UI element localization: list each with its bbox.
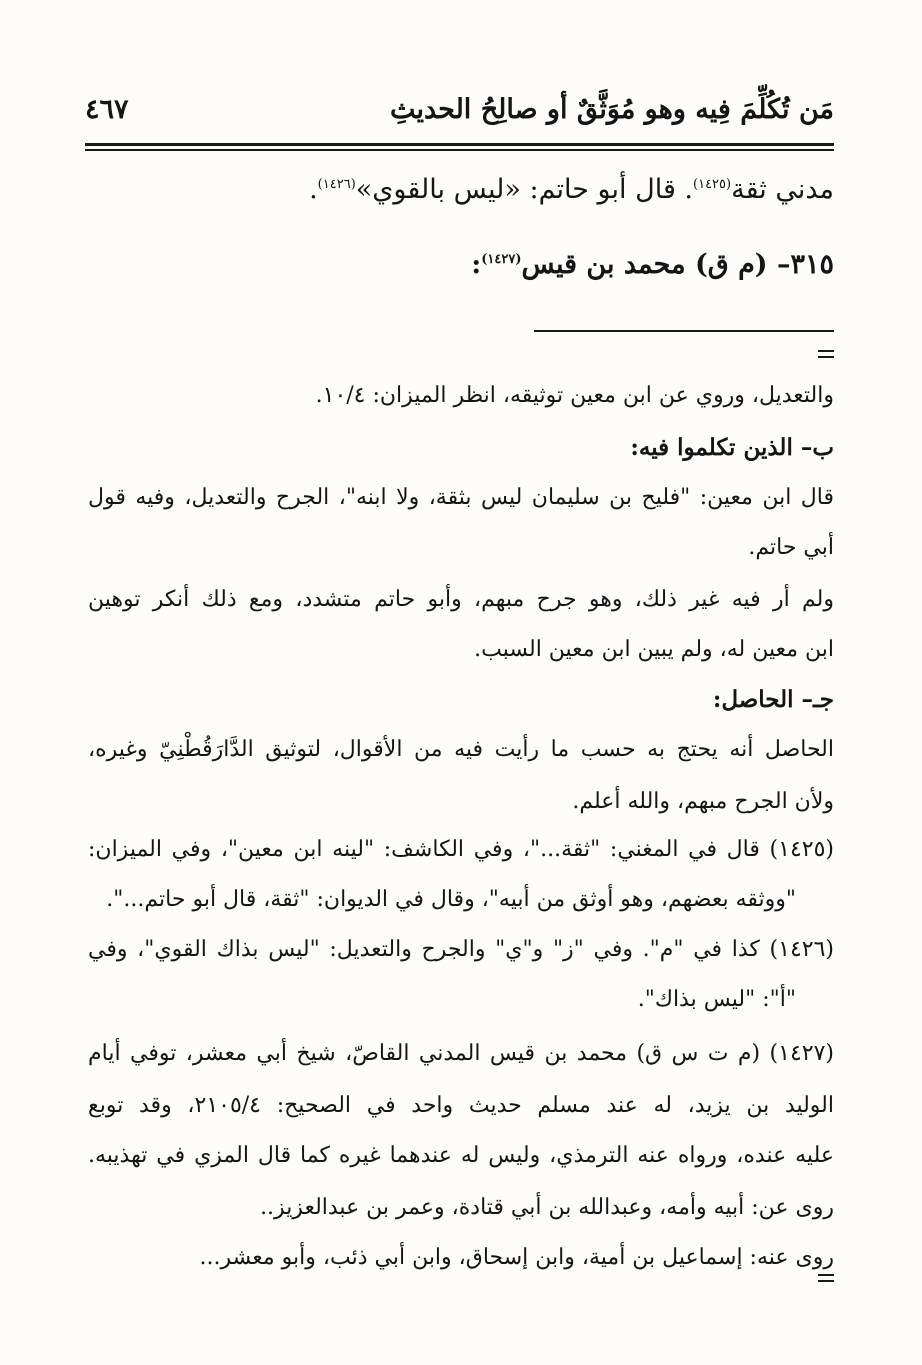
body-text-quote: . قال أبو حاتم: «ليس بالقوي» — [355, 174, 694, 205]
section-c-line2: ولأن الجرح مبهم، والله أعلم. — [572, 789, 834, 814]
section-b-para1-line1: قال ابن معين: "فليح بن سليمان ليس بثقة، ولا ابنه"، الجرح والتعديل، وفيه قول — [88, 485, 834, 510]
footnote-1425-line1: (١٤٢٥) قال في المغني: "ثقة..."، وفي الكاشف: "لينه ابن معين"، وفي الميزان: — [88, 837, 834, 862]
header-rule-thick — [85, 143, 834, 146]
page-number: ٤٦٧ — [85, 94, 129, 125]
header-rule-thin — [85, 149, 834, 151]
footnote-ref-1427[interactable]: (١٤٢٧) — [481, 252, 522, 267]
body-line-1 — [88, 170, 834, 210]
entry-colon: : — [471, 249, 482, 280]
footnote-1426-line1: (١٤٢٦) كذا في "م". وفي "ز" و"ي" والجرح والتعديل: "ليس بذاك القوي"، وفي — [88, 937, 834, 962]
prev-footnote-continuation: والتعديل، وروي عن ابن معين توثيقه، انظر الميزان: ١٠/٤. — [315, 383, 834, 408]
section-b-para2-line1: ولم أر فيه غير ذلك، وهو جرح مبهم، وأبو حاتم متشدد، ومع ذلك أنكر توهين — [88, 587, 834, 612]
footnote-1427-line2: الوليد بن يزيد، له عند مسلم حديث واحد في الصحيح: ٢١٠٥/٤، وقد توبع — [88, 1093, 834, 1118]
section-c-heading: جـ– الحاصل: — [712, 686, 834, 713]
body-text-end: . — [309, 174, 318, 205]
section-b-heading: ب– الذين تكلموا فيه: — [630, 434, 834, 461]
entry-number: ٣١٥– — [776, 249, 834, 280]
footnote-1427-line1: (١٤٢٧) (م ت س ق) محمد بن قيس المدني القاصّ، شيخ أبي معشر، توفي أيام — [88, 1041, 834, 1066]
body-text: مدني ثقة — [731, 174, 834, 205]
footnote-1427-line4: روى عن: أبيه وأمه، وعبدالله بن أبي قتادة، وعمر بن عبدالعزيز.. — [260, 1195, 834, 1220]
footnote-1427-line3: عليه عنده، ورواه عنه الترمذي، وليس له عندهما غيره كما قال المزي في تهذيبه. — [88, 1143, 834, 1168]
footnote-1427-line5: روى عنه: إسماعيل بن أمية، وابن إسحاق، وابن أبي ذئب، وأبو معشر... — [199, 1245, 834, 1270]
entry-name: محمد بن قيس — [521, 249, 686, 280]
footnote-ref-1426[interactable]: (١٤٢٦) — [317, 177, 356, 192]
continuation-mark-bottom — [818, 1274, 834, 1282]
footnote-separator — [534, 330, 834, 332]
entry-sigla: (م ق) — [694, 249, 768, 280]
footnote-1426-line2: "أ": "ليس بذاك". — [637, 987, 796, 1012]
continuation-mark — [818, 350, 834, 358]
running-header-title: مَن تُكُلِّمَ فِيه وهو مُوَثَّقٌ أو صالِحُ الحديثِ — [389, 94, 834, 125]
section-b-para1-line2: أبي حاتم. — [748, 535, 834, 560]
footnote-ref-1425[interactable]: (١٤٢٥) — [693, 177, 732, 192]
footnote-1425-line2: "ووثقه بعضهم، وهو أوثق من أبيه"، وقال في الديوان: "ثقة، قال أبو حاتم...". — [106, 887, 796, 912]
section-c-line1: الحاصل أنه يحتج به حسب ما رأيت فيه من الأقوال، لتوثيق الدَّارَقُطْنِيّ وغيره، — [88, 737, 834, 762]
section-b-para2-line2: ابن معين له، ولم يبين ابن معين السبب. — [474, 637, 834, 662]
entry-heading — [88, 245, 834, 285]
